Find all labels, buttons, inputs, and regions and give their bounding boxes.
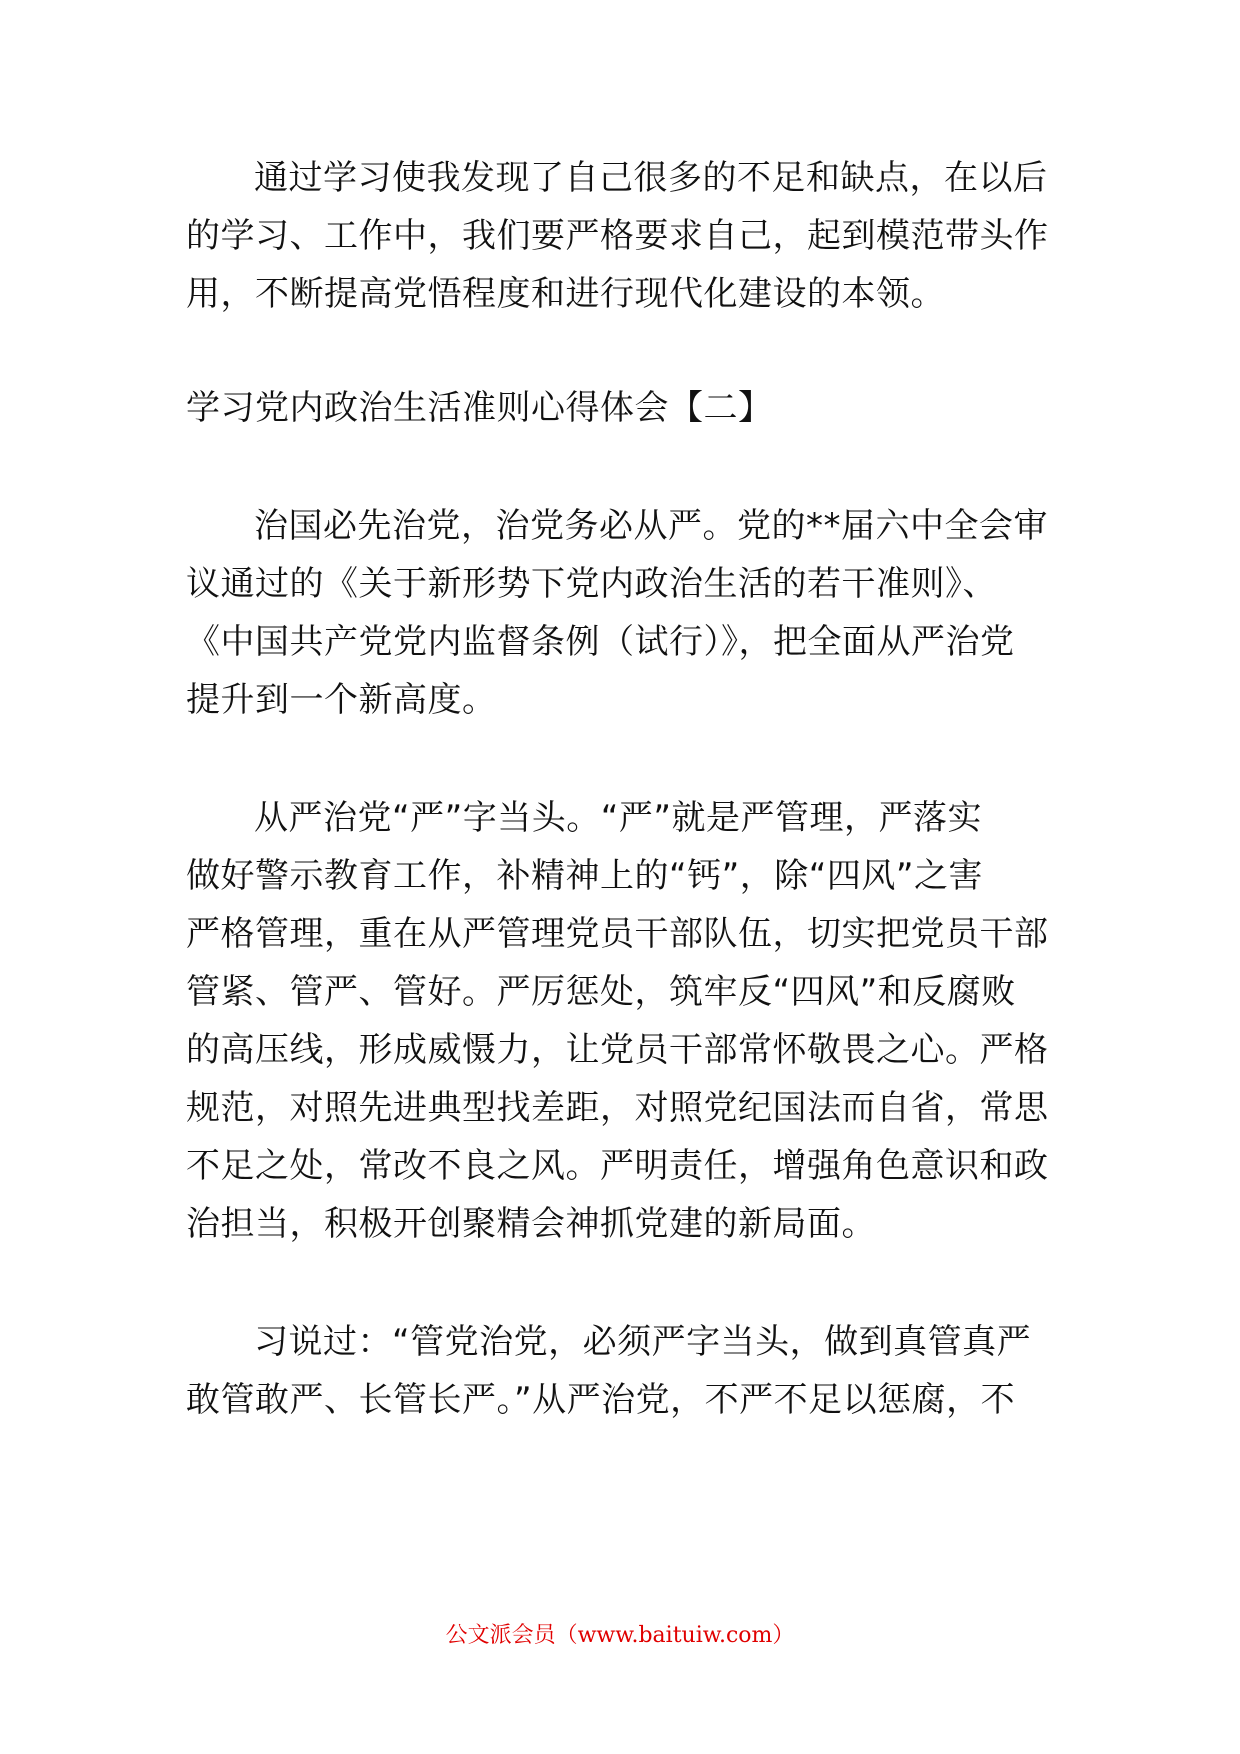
paragraph-2-line-2: 议通过的《关于新形势下党内政治生活的若干准则》、 (186, 564, 997, 604)
paragraph-2-line-3: 《中国共产党党内监督条例（试行）》，把全面从严治党 (186, 622, 1015, 662)
paragraph-1-line-1: 通过学习使我发现了自己很多的不足和缺点，在以后 (254, 158, 1048, 198)
paragraph-3-line-6: 规范，对照先进典型找差距，对照党纪国法而自省，常思 (186, 1088, 1049, 1128)
paragraph-1-line-2: 的学习、工作中，我们要严格要求自己，起到模范带头作 (186, 216, 1049, 256)
paragraph-3-line-3: 严格管理，重在从严管理党员干部队伍，切实把党员干部 (186, 914, 1049, 954)
paragraph-3-line-2: 做好警示教育工作，补精神上的“钙”，除“四风”之害 (186, 856, 983, 896)
paragraph-3-line-8: 治担当，积极开创聚精会神抓党建的新局面。 (186, 1204, 876, 1244)
paragraph-3-line-7: 不足之处，常改不良之风。严明责任，增强角色意识和政 (186, 1146, 1049, 1186)
footer-member-link[interactable]: 公文派会员（www.baituiw.com） (445, 1623, 795, 1648)
paragraph-3-line-1: 从严治党“严”字当头。“严”就是严管理，严落实 (254, 798, 982, 838)
paragraph-4-line-2: 敢管敢严、长管长严。”从严治党，不严不足以惩腐，不 (186, 1380, 1016, 1420)
section-heading: 学习党内政治生活准则心得体会【二】 (186, 388, 773, 428)
paragraph-2-line-1: 治国必先治党，治党务必从严。党的**届六中全会审 (254, 506, 1048, 546)
paragraph-3-line-4: 管紧、管严、管好。严厉惩处，筑牢反“四风”和反腐败 (186, 972, 1016, 1012)
paragraph-2-line-4: 提升到一个新高度。 (186, 680, 497, 720)
paragraph-4-line-1: 习说过：“管党治党，必须严字当头，做到真管真严 (254, 1322, 1032, 1362)
paragraph-3-line-5: 的高压线，形成威慑力，让党员干部常怀敬畏之心。严格 (186, 1030, 1049, 1070)
paragraph-1-line-3: 用，不断提高党悟程度和进行现代化建设的本领。 (186, 274, 945, 314)
